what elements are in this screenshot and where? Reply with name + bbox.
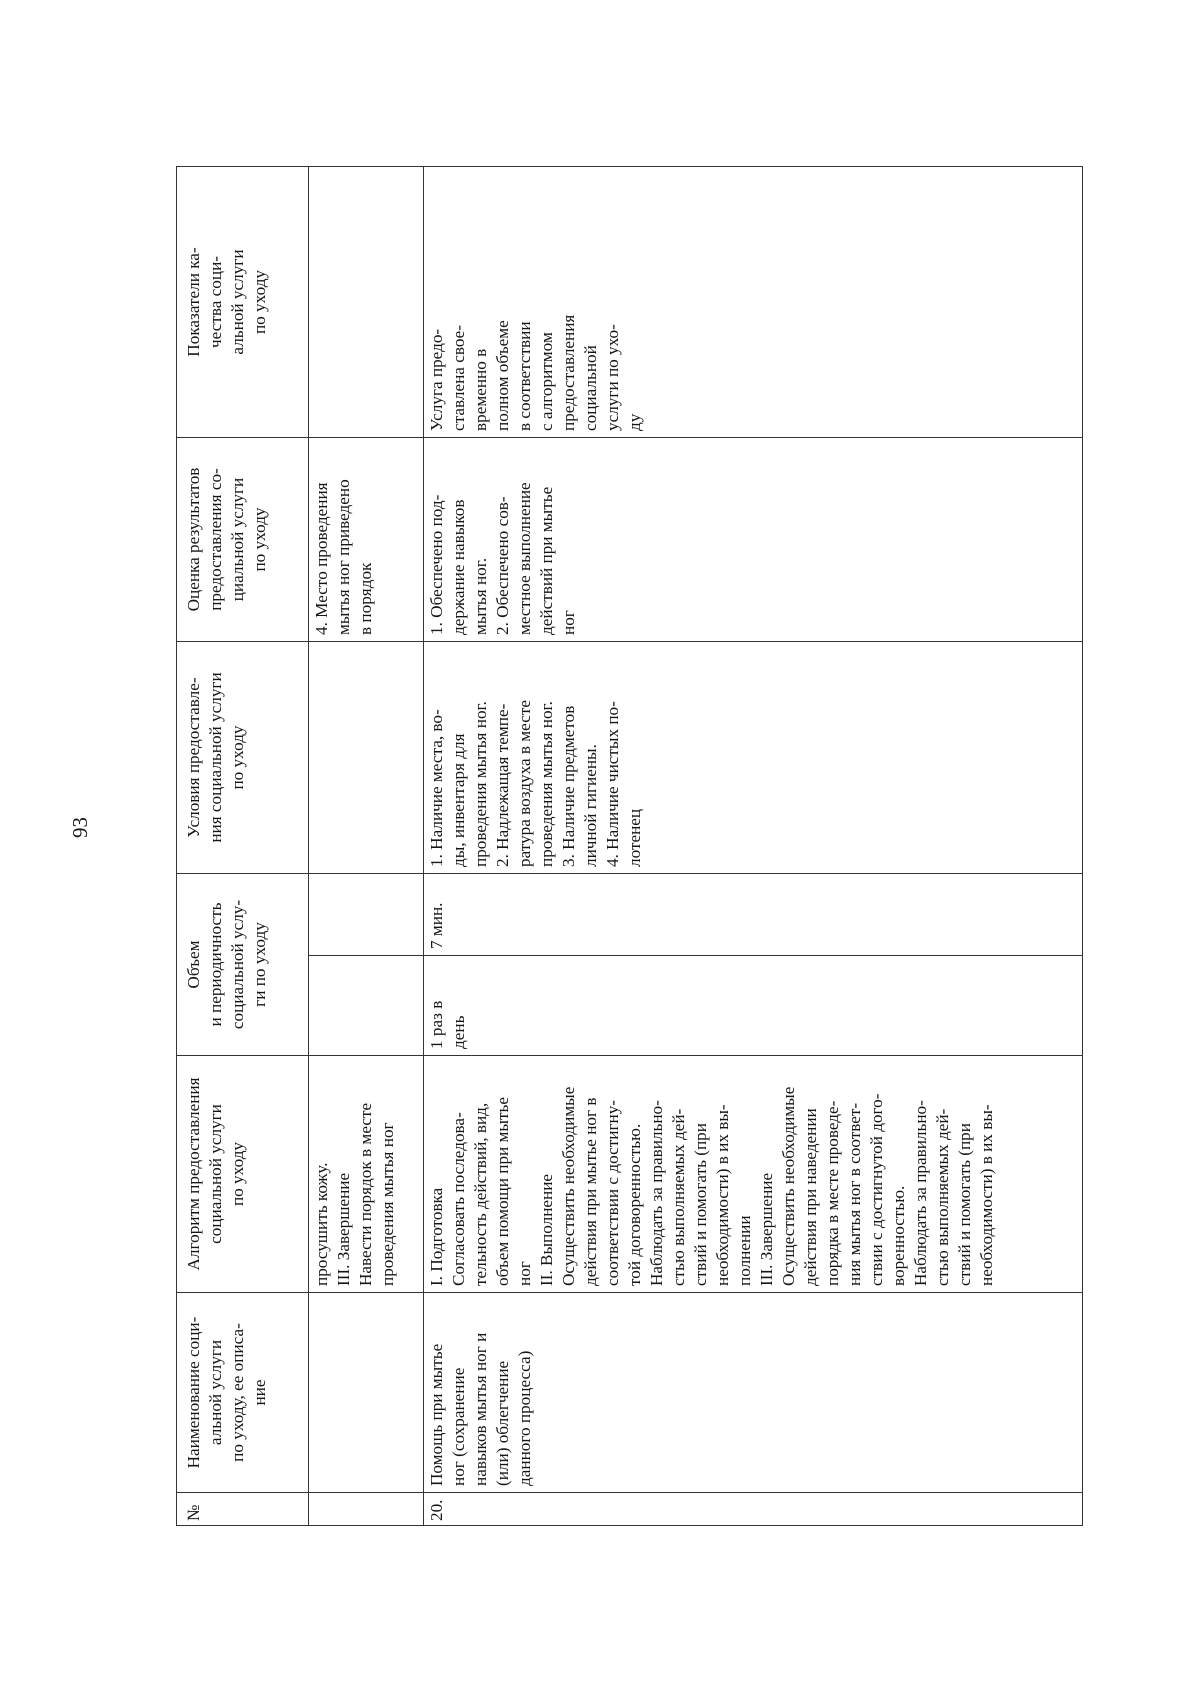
text-line: проведения мытья ног — [378, 1122, 397, 1286]
header-conditions — [177, 642, 309, 874]
text-line: ног — [515, 1261, 534, 1286]
text-line: по уходу — [228, 725, 247, 790]
cell-name — [424, 1293, 1083, 1493]
text-line: необходимости) в их вы- — [977, 1104, 996, 1286]
text-line: и периодичность — [206, 902, 225, 1027]
text-line: тельность действий, вид, — [471, 1102, 490, 1286]
cell-frequency — [309, 956, 424, 1056]
text-line: по уходу — [250, 507, 269, 572]
text-line: временно в — [471, 348, 490, 431]
text-line: услуги по ухо- — [603, 324, 622, 431]
text-line: Объем — [184, 940, 203, 989]
text-line: 4. Наличие чистых по- — [603, 701, 622, 867]
text-line: ствий и помогать (при — [691, 1123, 710, 1286]
text-line: ги по уходу — [250, 922, 269, 1007]
table-row-20 — [424, 167, 1083, 1526]
text-line: Помощь при мытье — [427, 1343, 446, 1486]
text-line: проведения мытья ног. — [471, 701, 490, 867]
text-line: социальной услу- — [228, 899, 247, 1030]
text-line: необходимости) в их вы- — [713, 1104, 732, 1286]
header-results — [177, 438, 309, 642]
text-line: 1. Обеспечено под- — [427, 494, 446, 635]
text-line: (или) облегчение — [493, 1360, 512, 1486]
text-line: Оценка результатов — [184, 467, 203, 612]
text-line: данного процесса) — [515, 1350, 534, 1486]
header-row — [177, 167, 309, 1526]
text-line: с алгоритмом — [537, 332, 556, 431]
text-line: чества соци- — [206, 256, 225, 348]
text-line: Наблюдать за правильно- — [911, 1100, 930, 1286]
text-line: по уходу, ее описа- — [228, 1323, 247, 1462]
text-line: ратура воздуха в месте — [515, 700, 534, 867]
text-line: полнении — [735, 1215, 754, 1286]
services-table — [176, 166, 1083, 1526]
header-quality — [177, 167, 309, 438]
header-num: № — [177, 1493, 309, 1526]
text-line: держание навыков — [449, 499, 468, 635]
text-line: действия при наведении — [801, 1108, 820, 1286]
text-line: предоставления — [559, 314, 578, 431]
cell-conditions — [424, 642, 1083, 874]
text-line: альной услуги — [206, 1339, 225, 1446]
text-line: объем помощи при мытье — [493, 1097, 512, 1286]
text-line: циальной услуги — [228, 477, 247, 602]
text-line: II. Выполнение — [537, 1173, 556, 1286]
cell-results — [424, 438, 1083, 642]
cell-conditions — [309, 642, 424, 874]
text-line: 1 раз в — [427, 1000, 446, 1049]
text-line: стью выполняемых дей- — [669, 1108, 688, 1286]
text-line: проведения мытья ног. — [537, 701, 556, 867]
cell-duration — [309, 874, 424, 956]
text-line: III. Завершение — [334, 1172, 353, 1286]
header-name — [177, 1293, 309, 1493]
header-volume — [177, 874, 309, 1056]
text-line: действия при мытье ног в — [581, 1097, 600, 1286]
text-line: ставлена свое- — [449, 325, 468, 431]
text-line: порядка в месте проведе- — [823, 1100, 842, 1286]
text-line: навыков мытья ног и — [471, 1332, 490, 1486]
text-line: лотенец — [625, 808, 644, 867]
text-line: мытья ног. — [471, 557, 490, 635]
text-line: Наименование соци- — [184, 1316, 203, 1469]
text-line: местное выполнение — [515, 482, 534, 635]
text-line: соответствии с достигну- — [603, 1099, 622, 1286]
text-line: мытья ног приведено — [334, 479, 353, 635]
cell-quality — [309, 167, 424, 438]
text-line: по уходу — [250, 269, 269, 335]
text-line: ствий и помогать (при — [955, 1123, 974, 1286]
cell-num — [309, 1493, 424, 1526]
text-line: Наблюдать за правильно- — [647, 1100, 666, 1286]
text-line: 2. Надлежащая темпе- — [493, 703, 512, 867]
text-line: Осуществить необходимые — [779, 1086, 798, 1286]
text-line: по уходу — [228, 1141, 247, 1207]
text-line: действий при мытье — [537, 486, 556, 635]
text-line: ног (сохранение — [449, 1367, 468, 1486]
text-line: воренностью. — [889, 1185, 908, 1286]
text-line: 3. Наличие предметов — [559, 705, 578, 867]
text-line: социальной услуги — [206, 1104, 225, 1244]
text-line: ния социальной услуги — [206, 672, 225, 843]
text-line: той договоренностью. — [625, 1123, 644, 1286]
text-line: Услуга предо- — [427, 328, 446, 431]
text-line: 7 мин. — [427, 902, 446, 949]
cell-duration — [424, 874, 1083, 956]
text-line: социальной — [581, 345, 600, 431]
cell-algorithm — [424, 1056, 1083, 1293]
text-line: стью выполняемых дей- — [933, 1108, 952, 1286]
rotated-table-wrapper — [176, 167, 1083, 1526]
cell-quality — [424, 167, 1083, 438]
cell-algorithm — [309, 1056, 424, 1293]
cell-results — [309, 438, 424, 642]
text-line: предоставления со- — [206, 468, 225, 611]
text-line: 4. Место проведения — [312, 482, 331, 635]
text-line: в порядок — [356, 562, 375, 635]
text-line: I. Подготовка — [427, 1187, 446, 1286]
text-line: альной услуги — [228, 249, 247, 355]
cell-frequency — [424, 956, 1083, 1056]
text-line: ды, инвентаря для — [449, 733, 468, 867]
text-line: 2. Обеспечено сов- — [493, 496, 512, 635]
text-line: Алгоритм предоставления — [184, 1077, 203, 1271]
text-line: Навести порядок в месте — [356, 1102, 375, 1286]
text-line: день — [449, 1015, 468, 1049]
text-line: Осуществить необходимые — [559, 1086, 578, 1286]
text-line: III. Завершение — [757, 1172, 776, 1286]
text-line: ствии с достигнутой дого- — [867, 1093, 886, 1286]
text-line: в соответствии — [515, 321, 534, 431]
table-row-continued — [309, 167, 424, 1526]
text-line: просушить кожу. — [312, 1162, 331, 1286]
text-line: Согласовать последова- — [449, 1112, 468, 1286]
text-line: ног — [559, 610, 578, 635]
text-line: Показатели ка- — [184, 247, 203, 357]
text-line: личной гигиены. — [581, 744, 600, 867]
text-line: ду — [625, 413, 644, 431]
text-line: Условия предоставле- — [184, 677, 203, 838]
cell-num: 20. — [424, 1493, 1083, 1526]
text-line: ние — [250, 1379, 269, 1406]
page-number: 93 — [68, 817, 92, 838]
text-line: ния мытья ног в соответ- — [845, 1102, 864, 1286]
text-line: полном объеме — [493, 320, 512, 431]
text-line: 1. Наличие места, во- — [427, 709, 446, 867]
header-algorithm — [177, 1056, 309, 1293]
cell-name — [309, 1293, 424, 1493]
